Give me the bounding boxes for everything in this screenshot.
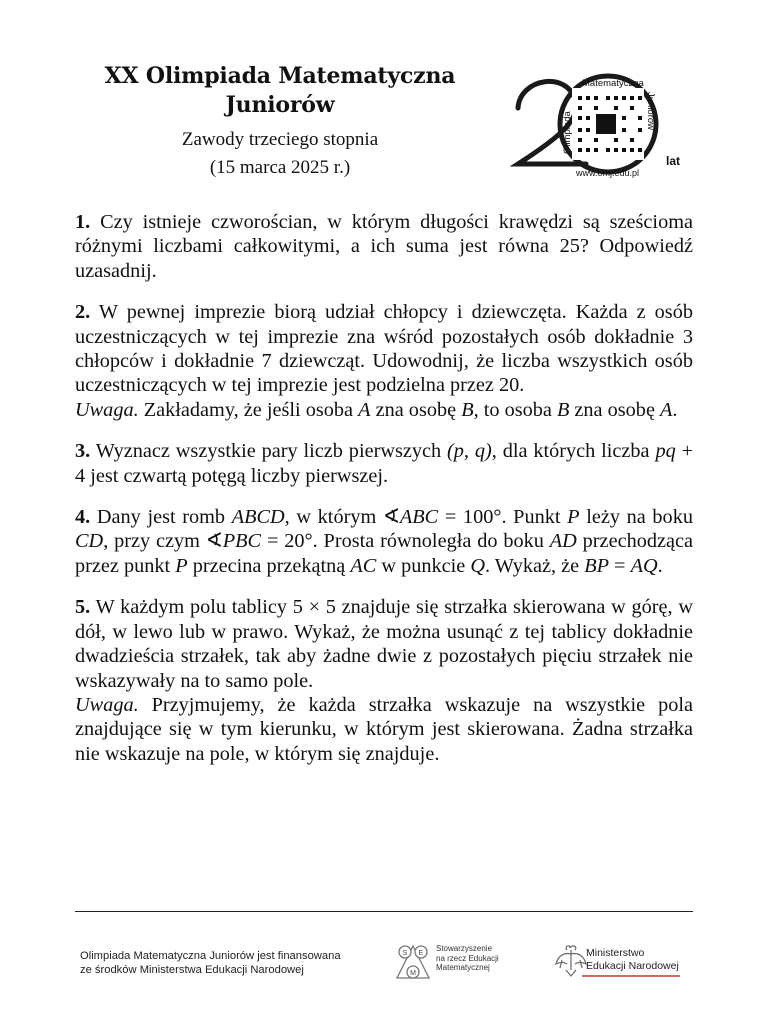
math-symbol: B <box>461 398 474 421</box>
math-symbol: pq <box>655 440 676 463</box>
problem-text: jest czwartą potęgą liczby pierwszej. <box>85 464 389 487</box>
math-symbol: A <box>660 398 673 421</box>
math-symbol: (p, q) <box>447 440 492 463</box>
note-text: Zakładamy, że jeśli osoba <box>138 398 359 421</box>
logo-text-olimpiada: Olimpiada <box>562 111 573 154</box>
note-text: . <box>672 398 678 421</box>
funding-note <box>80 949 341 977</box>
logo-lat: lat <box>666 154 681 168</box>
sem-name <box>436 944 499 973</box>
math-symbol: Q <box>470 554 485 577</box>
math-symbol: CD <box>75 530 104 553</box>
omj-20-years-logo <box>508 66 698 182</box>
problem-text: . Wykaż, że <box>485 554 585 577</box>
funding-line-2: ze środków Ministerstwa Edukacji Narodowej <box>80 964 304 976</box>
problem-text: leży na boku <box>579 506 693 529</box>
problem-2 <box>75 300 693 422</box>
problem-text: . <box>657 554 663 577</box>
math-symbol: B <box>556 398 570 421</box>
problem-text: , przy czym ∢ <box>103 530 223 553</box>
problem-text: W każdym polu tablicy 5 × 5 znajduje się strzałka skierowana w górę, w dół, w lewo lub w prawo. Wykaż, że można usunąć z tej tablicy dokładnie dwadzieścia strzałek, tak aby żadne dwie z pozostałych pięciu strzałek nie wskazywały na to samo pole. <box>75 596 693 692</box>
title-line-2: Juniorów <box>225 92 335 118</box>
problem-text: Wyznacz wszystkie pary liczb pierwszych <box>90 440 448 463</box>
problem-text: = 20°. Prosta równoległa do boku <box>261 530 550 553</box>
logo-text-matematyczna: Matematyczna <box>582 78 644 89</box>
problem-text: w punkcie <box>376 554 471 577</box>
footer-divider <box>75 911 693 912</box>
math-symbol: P <box>175 554 188 577</box>
problem-number: 4. <box>75 506 91 529</box>
problem-text: = 100°. Punkt <box>438 506 568 529</box>
problem-number: 5. <box>75 596 91 619</box>
problem-number: 1. <box>75 211 91 233</box>
problem-5 <box>75 595 693 766</box>
math-expression: + 4 <box>75 440 694 487</box>
problem-number: 2. <box>75 301 91 324</box>
problem-text: Czy istnieje czworościan, w którym długości krawędzi są sześcioma różnymi liczbami całkowitymi, a ich suma jest równa 25? Odpowiedź uzasadnij. <box>75 211 693 282</box>
men-line-2: Edukacji Narodowej <box>586 959 679 972</box>
funding-line-1: Olimpiada Matematyczna Juniorów jest finansowana <box>80 950 341 962</box>
math-symbol: BP <box>584 554 609 577</box>
problem-list <box>75 210 693 783</box>
competition-date: (15 marca 2025 r.) <box>209 157 351 178</box>
stage-subtitle: Zawody trzeciego stopnia <box>181 129 379 150</box>
problem-text: = <box>608 554 631 577</box>
note-label: Uwaga. <box>75 693 139 716</box>
math-symbol: AD <box>549 530 577 553</box>
problem-number: 3. <box>75 440 91 463</box>
sem-line-3: Matematycznej <box>436 963 490 972</box>
logo-url: www.omj.edu.pl <box>576 168 640 178</box>
logo-text-juniorow: Juniorów <box>645 92 656 131</box>
sem-line-1: Stowarzyszenie <box>436 944 493 953</box>
sem-letter-s: S <box>402 950 408 957</box>
math-symbol: AC <box>350 554 377 577</box>
note-label: Uwaga. <box>75 398 139 421</box>
men-name <box>586 947 679 972</box>
olympiad-title <box>70 62 490 120</box>
problem-text: przechodząca przez punkt <box>75 530 693 577</box>
problem-text: przecina przekątną <box>187 554 351 577</box>
math-symbol: ABC <box>399 506 439 529</box>
sem-line-2: na rzecz Edukacji <box>436 953 499 963</box>
math-symbol: PBC <box>222 530 262 553</box>
note-text: zna osobę <box>569 398 661 421</box>
note-text: , to osoba <box>473 398 557 421</box>
problem-4 <box>75 505 693 578</box>
problem-text: , dla których liczba <box>491 440 656 463</box>
math-symbol: ABCD <box>231 506 285 529</box>
sem-letter-m: M <box>410 970 416 977</box>
document-header <box>70 62 490 181</box>
problem-note <box>75 398 693 422</box>
problem-text: W pewnej imprezie biorą udział chłopcy i dziewczęta. Każda z osób uczestniczących w tej imprezie zna wśród pozostałych osób dokładnie 3 chłopców i dokładnie 7 dziewcząt. Udowodnij, że liczba wszystkich osób uczestniczących w tej imprezie jest podzielna przez 20. <box>75 301 693 397</box>
problem-text: Dany jest romb <box>90 506 232 529</box>
eagle-emblem-icon <box>556 946 586 976</box>
problem-3 <box>75 439 693 488</box>
problem-1 <box>75 210 693 283</box>
note-text: Przyjmujemy, że każda strzałka wskazuje na wszystkie pola znajdujące się w tym kierunku, w którym jest skierowana. Żadna strzałka nie wskazuje na pole, w którym się znajduje. <box>75 693 693 765</box>
sem-letter-e: E <box>418 950 424 957</box>
math-symbol: P <box>567 506 580 529</box>
title-line-1: XX Olimpiada Matematyczna <box>104 63 456 89</box>
problem-note <box>75 693 693 766</box>
problem-text: , w którym ∢ <box>284 506 400 529</box>
math-symbol: A <box>358 398 371 421</box>
math-symbol: AQ <box>630 554 658 577</box>
note-text: zna osobę <box>370 398 462 421</box>
men-line-1: Ministerstwo <box>586 947 645 959</box>
